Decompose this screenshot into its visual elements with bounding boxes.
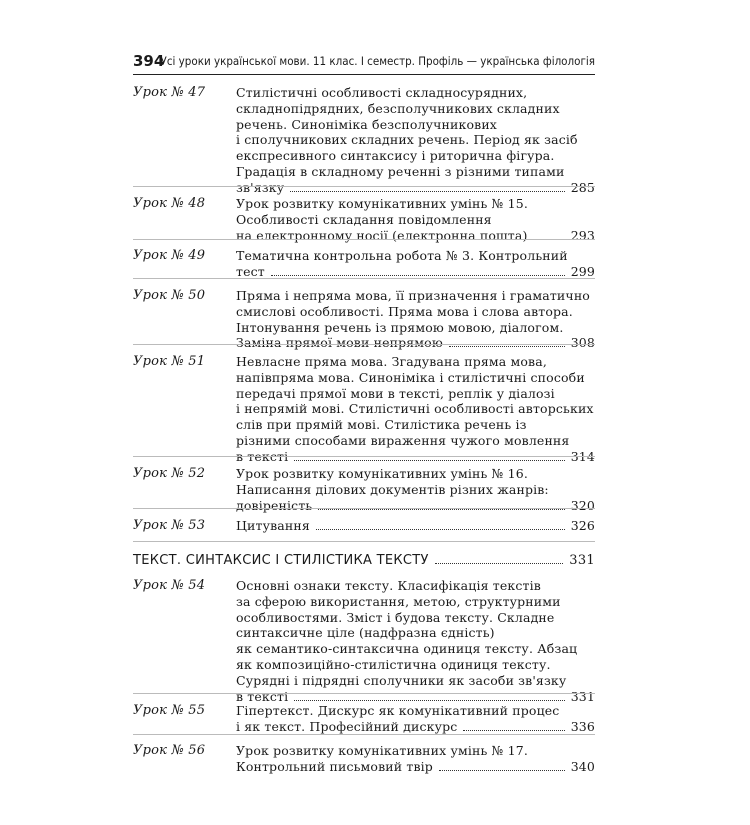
description-line: [236, 518, 595, 534]
lesson-page-number: 326: [570, 518, 595, 533]
description-text: і як текст. Професійний дискурс: [236, 718, 458, 734]
lesson-page-number: 331: [570, 688, 595, 704]
page-number: 394: [133, 52, 165, 70]
lesson-label: Урок № 52: [133, 466, 206, 481]
lesson-description: [236, 85, 595, 196]
lesson-label: Урок № 49: [133, 248, 206, 263]
lesson-description: [236, 703, 595, 735]
description-line: [236, 498, 595, 514]
description-line: передачі прямої мови в тексті, реплік у діалозі: [236, 385, 555, 401]
lesson-page-number: 299: [570, 263, 595, 279]
entry-divider: [133, 186, 595, 187]
description-line: особливостями. Зміст і будова тексту. Складне: [236, 609, 555, 625]
running-header: [133, 50, 595, 75]
description-text: тест: [236, 263, 265, 279]
description-line: як композиційно-стилістична одиниця тексту.: [236, 656, 551, 672]
lesson-page-number: 308: [570, 335, 595, 351]
description-line: за сферою використання, метою, структурними: [236, 593, 561, 609]
description-line: смислові особливості. Пряма мова і слова автора.: [236, 303, 573, 319]
description-line: Особливості складання повідомлення: [236, 211, 492, 227]
lesson-page-number: 285: [570, 179, 595, 195]
entry-divider: [133, 693, 595, 694]
description-line: Гіпертекст. Дискурс як комунікативний процес: [236, 703, 560, 718]
lesson-description: [236, 288, 595, 351]
lesson-label: Урок № 54: [133, 578, 206, 593]
dot-leader: [435, 563, 564, 564]
lesson-label: Урок № 50: [133, 288, 206, 303]
lesson-page-number: 336: [570, 718, 595, 734]
dot-leader: [290, 191, 564, 192]
description-line: Стилістичні особливості складносурядних,: [236, 85, 528, 100]
entry-divider: [133, 239, 595, 240]
running-title: Усі уроки української мови. 11 клас. І семестр. Профіль — українська філологія: [160, 54, 595, 68]
description-text: Цитування: [236, 518, 310, 533]
description-line: Урок розвитку комунікативних умінь № 17.: [236, 743, 528, 758]
description-line: різними способами вираження чужого мовлення: [236, 432, 570, 448]
description-text: в тексті: [236, 688, 289, 704]
description-line: і непрямій мові. Стилістичні особливості авторських: [236, 401, 594, 417]
entry-divider: [133, 456, 595, 457]
lesson-label: Урок № 47: [133, 85, 206, 100]
lesson-page-number: 293: [570, 227, 595, 243]
lesson-page-number: 340: [570, 758, 595, 774]
entry-divider: [133, 541, 595, 542]
section-page-number: 331: [569, 553, 595, 568]
description-line: Написання ділових документів різних жанрів:: [236, 481, 549, 497]
description-text: Заміна прямої мови непрямою: [236, 335, 443, 351]
description-line: [236, 180, 595, 196]
dot-leader: [271, 275, 565, 276]
description-line: складнопідрядних, безсполучникових складних: [236, 100, 560, 116]
description-text: довіреність: [236, 497, 313, 513]
dot-leader: [463, 730, 564, 731]
description-line: Невласне пряма мова. Згадувана пряма мова,: [236, 354, 547, 369]
description-line: як семантико-синтаксична одиниця тексту. Абзац: [236, 641, 578, 657]
entry-divider: [133, 278, 595, 279]
description-line: Урок розвитку комунікативних умінь № 16.: [236, 466, 528, 481]
description-line: Тематична контрольна робота № 3. Контрольний: [236, 248, 568, 263]
lesson-description: [236, 354, 595, 465]
section-heading: [133, 553, 595, 568]
lesson-label: Урок № 55: [133, 703, 206, 718]
dot-leader: [439, 770, 565, 771]
description-text: на електронному носії (електронна пошта): [236, 227, 528, 243]
dot-leader: [294, 700, 564, 701]
description-line: Урок розвитку комунікативних умінь № 15.: [236, 196, 528, 211]
lesson-description: [236, 248, 595, 280]
lesson-description: [236, 518, 595, 534]
entry-divider: [133, 344, 595, 345]
dot-leader: [316, 529, 565, 530]
description-line: слів при прямій мові. Стилістика речень із: [236, 417, 527, 433]
description-line: Інтонування речень із прямою мовою, діалогом.: [236, 319, 564, 335]
lesson-description: [236, 466, 595, 513]
lesson-description: [236, 196, 595, 243]
description-line: [236, 228, 595, 244]
section-title: ТЕКСТ. СИНТАКСИС І СТИЛІСТИКА ТЕКСТУ: [133, 553, 429, 568]
description-line: [236, 689, 595, 705]
lesson-description: [236, 743, 595, 775]
description-line: Пряма і непряма мова, її призначення і граматично: [236, 288, 590, 303]
lesson-label: Урок № 56: [133, 743, 206, 758]
description-line: синтаксичне ціле (надфразна єдність): [236, 625, 495, 641]
entry-divider: [133, 508, 595, 509]
dot-leader: [294, 460, 564, 461]
description-line: експресивного синтаксису і риторична фігура.: [236, 148, 555, 164]
description-text: Контрольний письмовий твір: [236, 758, 433, 774]
dot-leader: [449, 346, 565, 347]
lesson-label: Урок № 48: [133, 196, 206, 211]
description-text: зв'язку: [236, 179, 285, 195]
description-line: Основні ознаки тексту. Класифікація текстів: [236, 578, 541, 593]
lesson-label: Урок № 53: [133, 518, 206, 533]
description-line: [236, 759, 595, 775]
description-line: і сполучникових складних речень. Період як засіб: [236, 132, 578, 148]
lesson-page-number: 320: [570, 497, 595, 513]
description-line: Градація в складному реченні з різними типами: [236, 163, 565, 179]
lesson-description: [236, 578, 595, 704]
description-line: Сурядні і підрядні сполучники як засоби зв'язку: [236, 672, 567, 688]
entry-divider: [133, 734, 595, 735]
lesson-label: Урок № 51: [133, 354, 206, 369]
description-line: [236, 719, 595, 735]
description-text: в тексті: [236, 448, 289, 464]
description-line: речень. Синоніміка безсполучникових: [236, 116, 498, 132]
lesson-page-number: 314: [570, 448, 595, 464]
description-line: напівпряма мова. Синоніміка і стилістичні способи: [236, 369, 585, 385]
